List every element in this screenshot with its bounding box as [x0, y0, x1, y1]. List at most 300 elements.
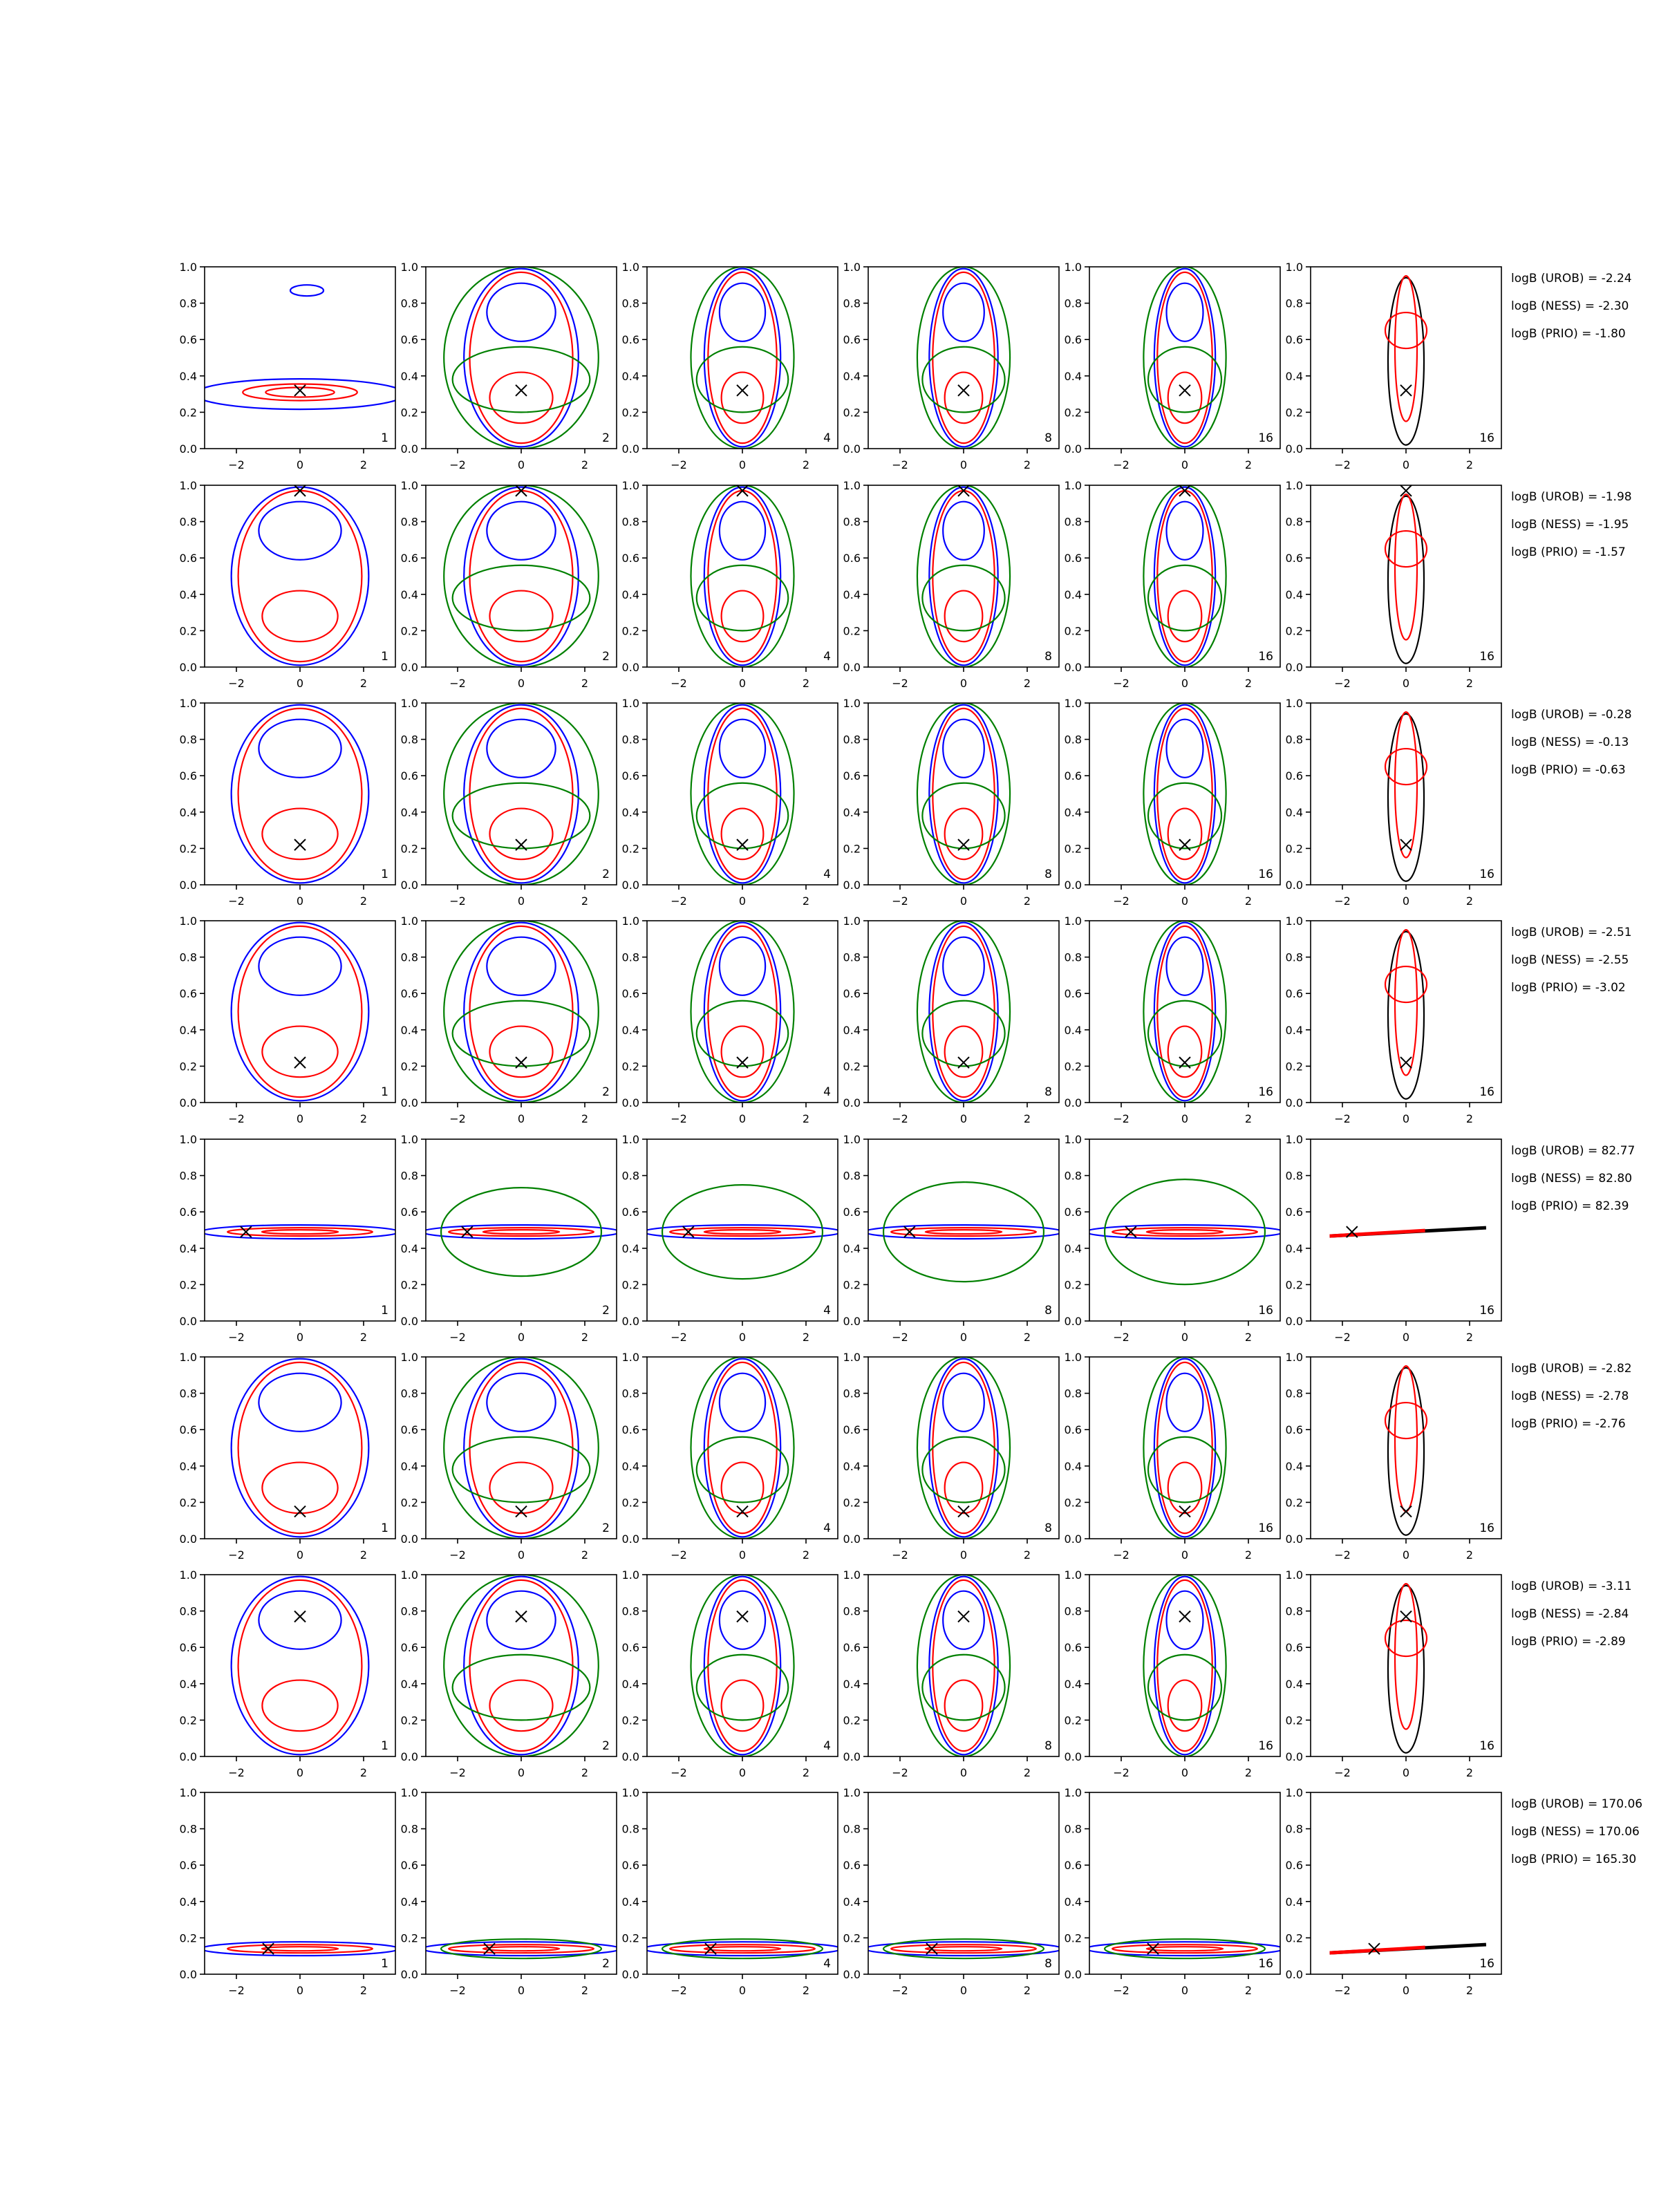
- x-tick-label: 2: [359, 894, 368, 908]
- urob-contour: [1154, 269, 1215, 447]
- prio-contour: [238, 491, 362, 662]
- y-tick-label: 1.0: [179, 1568, 197, 1582]
- x-tick-label: −2: [1113, 894, 1130, 908]
- truth-marker: [294, 385, 306, 396]
- axes-frame: [1089, 703, 1280, 885]
- y-tick-label: 0.0: [621, 1968, 639, 1981]
- x-tick-label: 2: [1023, 458, 1031, 471]
- x-tick-label: 0: [296, 458, 304, 471]
- subplot: [1286, 1351, 1501, 1562]
- ness-contour: [922, 783, 1004, 849]
- subplot: [843, 697, 1059, 908]
- y-tick-label: 0.8: [400, 1822, 418, 1836]
- subplot: [401, 697, 617, 908]
- y-tick-label: 0.4: [1064, 588, 1082, 601]
- prio-contour: [262, 1027, 337, 1078]
- y-tick-label: 0.6: [621, 987, 639, 1001]
- contour-group: [1143, 1575, 1226, 1756]
- panel-label: 1: [381, 431, 388, 445]
- y-tick-label: 0.8: [179, 515, 197, 529]
- truth-contour: [1388, 278, 1424, 445]
- logb-annotation: logB (UROB) = 82.77: [1511, 1144, 1635, 1158]
- truth-marker: [1179, 1611, 1190, 1622]
- truth-contour: [1388, 1368, 1424, 1535]
- x-tick-label: 2: [581, 1331, 589, 1344]
- subplot: [401, 1133, 621, 1344]
- prio-contour: [932, 1580, 994, 1751]
- x-tick-label: 2: [1465, 1331, 1474, 1344]
- x-tick-label: −2: [671, 1548, 687, 1562]
- y-tick-label: 0.6: [179, 1423, 197, 1437]
- y-tick-label: 0.0: [843, 1968, 861, 1981]
- prio-contour: [265, 387, 334, 397]
- panel-label: 1: [381, 1304, 388, 1318]
- x-tick-label: 2: [1465, 894, 1474, 908]
- urob-contour: [704, 269, 780, 447]
- x-tick-label: 2: [1244, 894, 1253, 908]
- y-tick-label: 0.8: [1285, 1604, 1303, 1618]
- y-tick-label: 0.2: [179, 1931, 197, 1945]
- prio-contour: [469, 272, 572, 443]
- panel-label: 8: [1044, 1521, 1052, 1535]
- urob-contour: [929, 705, 997, 883]
- ness-contour: [883, 1182, 1044, 1282]
- x-tick-label: 2: [359, 1766, 368, 1779]
- prio-contour: [227, 1944, 373, 1953]
- x-tick-label: 0: [738, 1331, 747, 1344]
- y-tick-label: 0.2: [179, 1060, 197, 1074]
- x-tick-label: 0: [959, 894, 968, 908]
- y-tick-label: 0.6: [400, 1641, 418, 1655]
- logb-annotation: logB (NESS) = 82.80: [1511, 1172, 1633, 1185]
- y-tick-label: 0.4: [1064, 1677, 1082, 1691]
- y-tick-label: 0.2: [843, 1931, 861, 1945]
- prio-contour: [704, 1230, 780, 1234]
- y-tick-label: 0.4: [1285, 1459, 1303, 1473]
- y-tick-label: 0.0: [400, 1968, 418, 1981]
- urob-contour: [943, 283, 984, 341]
- contour-group: [444, 921, 599, 1103]
- subplot: [1286, 261, 1501, 471]
- panel-label: 16: [1479, 1957, 1494, 1971]
- contour-group: [232, 1359, 369, 1537]
- ness-contour: [697, 1655, 788, 1721]
- y-tick-label: 0.6: [179, 333, 197, 347]
- y-tick-label: 0.0: [400, 442, 418, 456]
- contour-group: [232, 923, 369, 1101]
- y-tick-label: 0.0: [179, 1750, 197, 1763]
- x-tick-label: −2: [1113, 1112, 1130, 1125]
- y-tick-label: 0.0: [1064, 1315, 1082, 1328]
- subplot: [401, 479, 617, 690]
- y-tick-label: 0.4: [179, 1677, 197, 1691]
- subplot: [1065, 261, 1280, 471]
- prio-contour: [1157, 1362, 1212, 1533]
- y-tick-label: 0.8: [843, 1822, 861, 1836]
- x-tick-label: −2: [1334, 1984, 1351, 1997]
- ness-contour: [1143, 485, 1226, 667]
- ness-contour: [444, 267, 599, 449]
- ness-contour: [1148, 1655, 1221, 1721]
- prio-contour: [1168, 373, 1202, 424]
- y-tick-label: 0.6: [843, 1206, 861, 1219]
- y-tick-label: 0.4: [400, 1895, 418, 1909]
- x-tick-label: −2: [1334, 458, 1351, 471]
- y-tick-label: 0.4: [843, 1677, 861, 1691]
- urob-contour: [232, 923, 369, 1101]
- truth-marker: [516, 385, 527, 396]
- y-tick-label: 0.4: [1285, 588, 1303, 601]
- x-tick-label: −2: [892, 1548, 908, 1562]
- panel-label: 8: [1044, 431, 1052, 445]
- urob-contour: [487, 283, 555, 341]
- ness-contour: [691, 703, 794, 885]
- y-tick-label: 0.6: [1064, 1859, 1082, 1873]
- axes-frame: [868, 485, 1059, 667]
- panel-label: 4: [823, 1521, 831, 1535]
- panel-label: 2: [602, 650, 610, 664]
- y-tick-label: 0.2: [621, 406, 639, 420]
- panel-label: 1: [381, 1957, 388, 1971]
- axes-frame: [1089, 921, 1280, 1103]
- y-tick-label: 0.6: [621, 1423, 639, 1437]
- y-tick-label: 0.8: [179, 1387, 197, 1400]
- y-tick-label: 0.6: [1064, 769, 1082, 783]
- x-tick-label: 2: [581, 677, 589, 690]
- prio-contour: [926, 1230, 1002, 1234]
- chart-row-5: [180, 1133, 1635, 1344]
- y-tick-label: 0.0: [621, 1315, 639, 1328]
- ness-contour: [453, 565, 590, 631]
- x-tick-label: −2: [449, 1112, 466, 1125]
- prio-contour: [469, 926, 572, 1097]
- y-tick-label: 0.4: [1285, 805, 1303, 819]
- x-tick-label: 2: [1244, 458, 1253, 471]
- x-tick-label: 0: [517, 1112, 525, 1125]
- urob-contour: [1154, 487, 1215, 666]
- x-tick-label: 0: [1402, 1112, 1410, 1125]
- ness-contour: [697, 1437, 788, 1503]
- prio-contour: [945, 1463, 983, 1514]
- y-tick-label: 0.6: [843, 1859, 861, 1873]
- chart-row-7: [180, 1568, 1632, 1779]
- x-tick-label: 2: [1023, 1331, 1031, 1344]
- prio-contour: [945, 373, 983, 424]
- y-tick-label: 1.0: [621, 697, 639, 710]
- axes-frame: [868, 1575, 1059, 1756]
- truth-marker: [1179, 385, 1190, 396]
- y-tick-label: 0.2: [179, 624, 197, 638]
- prio-contour: [1157, 1580, 1212, 1751]
- y-tick-label: 0.4: [621, 1241, 639, 1255]
- x-tick-label: −2: [1334, 1331, 1351, 1344]
- y-tick-label: 0.0: [400, 1533, 418, 1546]
- y-tick-label: 0.0: [400, 1750, 418, 1763]
- urob-contour: [943, 1591, 984, 1649]
- x-tick-label: −2: [892, 1331, 908, 1344]
- y-tick-label: 0.6: [621, 1206, 639, 1219]
- prio-contour: [722, 373, 764, 424]
- y-tick-label: 0.2: [1064, 842, 1082, 856]
- y-tick-label: 1.0: [179, 1351, 197, 1364]
- ness-contour: [917, 921, 1010, 1103]
- y-tick-label: 0.2: [843, 842, 861, 856]
- contour-group: [1385, 494, 1427, 664]
- logb-annotation: logB (UROB) = 170.06: [1511, 1797, 1643, 1811]
- x-tick-label: −2: [1334, 1112, 1351, 1125]
- y-tick-label: 0.6: [843, 552, 861, 565]
- logb-annotation: logB (NESS) = -1.95: [1511, 518, 1629, 532]
- ness-contour: [917, 703, 1010, 885]
- chart-row-8: [180, 1786, 1643, 1997]
- y-tick-label: 0.6: [400, 1206, 418, 1219]
- y-tick-label: 0.2: [1064, 1060, 1082, 1074]
- y-tick-label: 0.0: [1064, 661, 1082, 674]
- axes-frame: [205, 485, 395, 667]
- x-tick-label: 2: [802, 1984, 810, 1997]
- y-tick-label: 0.4: [179, 805, 197, 819]
- y-tick-label: 0.8: [400, 1604, 418, 1618]
- y-tick-label: 0.8: [400, 1169, 418, 1183]
- panel-label: 2: [602, 1085, 610, 1099]
- subplot: [1065, 1786, 1284, 1997]
- y-tick-label: 0.6: [400, 1423, 418, 1437]
- urob-contour: [487, 720, 555, 778]
- x-tick-label: 0: [959, 458, 968, 471]
- x-tick-label: 0: [296, 1112, 304, 1125]
- y-tick-label: 0.6: [1064, 552, 1082, 565]
- urob-contour: [1167, 283, 1203, 341]
- subplot: [843, 915, 1059, 1125]
- prio-contour: [262, 1463, 337, 1514]
- prio-contour: [1385, 966, 1427, 1002]
- x-tick-label: −2: [1334, 894, 1351, 908]
- contour-group: [444, 703, 599, 885]
- x-tick-label: 2: [359, 677, 368, 690]
- urob-contour: [943, 937, 984, 995]
- prio-contour: [891, 1944, 1036, 1953]
- contour-group: [232, 705, 369, 883]
- y-tick-label: 0.6: [843, 1641, 861, 1655]
- logb-annotation: logB (PRIO) = 165.30: [1511, 1853, 1637, 1866]
- panel-label: 16: [1479, 1085, 1494, 1099]
- truth-marker: [737, 1506, 748, 1517]
- x-tick-label: −2: [1113, 1548, 1130, 1562]
- prio-contour: [1147, 1947, 1223, 1951]
- truth-marker: [1400, 1057, 1412, 1068]
- y-tick-label: 1.0: [1064, 915, 1082, 928]
- truth-marker: [516, 1506, 527, 1517]
- y-tick-label: 0.6: [1064, 1641, 1082, 1655]
- x-tick-label: 2: [1023, 1984, 1031, 1997]
- logb-annotation: logB (PRIO) = -1.57: [1511, 545, 1626, 559]
- x-tick-label: 2: [802, 677, 810, 690]
- y-tick-label: 0.4: [621, 1895, 639, 1909]
- urob-contour: [259, 937, 341, 995]
- x-tick-label: 2: [1465, 1766, 1474, 1779]
- x-tick-label: 2: [1244, 1766, 1253, 1779]
- truth-marker: [904, 1226, 915, 1237]
- subplot: [1065, 1568, 1280, 1779]
- y-tick-label: 0.4: [1285, 1895, 1303, 1909]
- y-tick-label: 0.8: [1285, 1169, 1303, 1183]
- x-tick-label: −2: [228, 1766, 245, 1779]
- y-tick-label: 1.0: [1285, 915, 1303, 928]
- contour-group: [643, 1939, 841, 1958]
- x-tick-label: 0: [1181, 1112, 1189, 1125]
- contour-group: [691, 485, 794, 667]
- prio-contour: [1157, 491, 1212, 662]
- x-tick-label: −2: [1334, 1548, 1351, 1562]
- contour-group: [643, 1185, 841, 1279]
- urob-contour: [487, 502, 555, 560]
- axes-frame: [426, 703, 617, 885]
- ness-contour: [453, 1655, 590, 1721]
- panel-label: 2: [602, 1304, 610, 1318]
- y-tick-label: 1.0: [1285, 1351, 1303, 1364]
- x-tick-label: 2: [359, 1331, 368, 1344]
- y-tick-label: 0.4: [1064, 1459, 1082, 1473]
- y-tick-label: 0.6: [1064, 987, 1082, 1001]
- logb-annotation: logB (NESS) = -2.30: [1511, 299, 1629, 313]
- ness-contour: [1148, 1001, 1221, 1067]
- y-tick-label: 0.2: [621, 624, 639, 638]
- prio-contour: [708, 1580, 776, 1751]
- axes-frame: [1089, 1575, 1280, 1756]
- y-tick-label: 0.8: [1064, 950, 1082, 964]
- urob-contour: [704, 487, 780, 666]
- subplot: [1286, 1133, 1501, 1344]
- contour-group: [1085, 1939, 1284, 1958]
- prio-contour: [238, 709, 362, 879]
- y-tick-label: 0.6: [1285, 1641, 1303, 1655]
- panel-label: 16: [1479, 1304, 1494, 1318]
- prio-contour: [708, 709, 776, 879]
- prio-contour: [1168, 1027, 1202, 1078]
- ness-contour: [453, 783, 590, 849]
- logb-annotation: logB (UROB) = -2.51: [1511, 926, 1632, 939]
- x-tick-label: −2: [449, 1548, 466, 1562]
- urob-contour: [232, 1577, 369, 1755]
- y-tick-label: 0.4: [843, 1459, 861, 1473]
- logb-annotation: logB (UROB) = -1.98: [1511, 490, 1632, 504]
- y-tick-label: 0.6: [1285, 1859, 1303, 1873]
- x-tick-label: −2: [892, 1112, 908, 1125]
- prio-contour: [1385, 1403, 1427, 1438]
- y-tick-label: 0.0: [843, 1096, 861, 1109]
- panel-label: 4: [823, 1957, 831, 1971]
- y-tick-label: 0.8: [1064, 1822, 1082, 1836]
- ness-contour: [691, 1575, 794, 1756]
- ness-contour: [1105, 1179, 1265, 1284]
- x-tick-label: −2: [892, 1766, 908, 1779]
- prio-contour: [708, 926, 776, 1097]
- urob-contour: [1167, 937, 1203, 995]
- y-tick-label: 1.0: [400, 1133, 418, 1146]
- urob-contour: [929, 1359, 997, 1537]
- y-tick-label: 0.8: [1064, 297, 1082, 310]
- y-tick-label: 0.0: [843, 1533, 861, 1546]
- logb-annotation: logB (PRIO) = 82.39: [1511, 1199, 1629, 1213]
- urob-contour: [704, 705, 780, 883]
- panel-label: 8: [1044, 868, 1052, 881]
- contour-group: [1385, 1366, 1427, 1535]
- urob-contour: [720, 1374, 765, 1432]
- y-tick-label: 0.0: [1064, 1533, 1082, 1546]
- x-tick-label: 0: [1402, 1984, 1410, 1997]
- y-tick-label: 0.0: [1285, 1096, 1303, 1109]
- contour-group: [232, 1577, 369, 1755]
- y-tick-label: 0.8: [1064, 515, 1082, 529]
- y-tick-label: 1.0: [179, 1786, 197, 1799]
- panel-label: 2: [602, 1521, 610, 1535]
- subplot: [401, 1568, 617, 1779]
- y-tick-label: 1.0: [1285, 261, 1303, 274]
- truth-contour: [1388, 1586, 1424, 1753]
- subplot: [180, 1786, 400, 1997]
- x-tick-label: −2: [671, 1766, 687, 1779]
- x-tick-label: 0: [296, 1548, 304, 1562]
- x-tick-label: 0: [296, 677, 304, 690]
- truth-marker: [683, 1226, 694, 1237]
- prio-contour: [926, 1947, 1002, 1951]
- axes-frame: [1089, 485, 1280, 667]
- x-tick-label: 2: [1023, 677, 1031, 690]
- y-tick-label: 0.4: [400, 1241, 418, 1255]
- subplot: [622, 697, 838, 908]
- logb-annotation: logB (PRIO) = -2.76: [1511, 1417, 1626, 1431]
- x-tick-label: 2: [1465, 458, 1474, 471]
- panel-label: 4: [823, 1739, 831, 1753]
- y-tick-label: 0.6: [400, 769, 418, 783]
- panel-label: 4: [823, 650, 831, 664]
- contour-group: [1143, 267, 1226, 449]
- y-tick-label: 0.6: [179, 1859, 197, 1873]
- y-tick-label: 1.0: [843, 261, 861, 274]
- ness-contour: [691, 485, 794, 667]
- prio-contour: [483, 1947, 559, 1951]
- y-tick-label: 0.2: [621, 842, 639, 856]
- contour-group: [200, 1225, 399, 1239]
- y-tick-label: 0.6: [1064, 333, 1082, 347]
- y-tick-label: 0.0: [1064, 1096, 1082, 1109]
- x-tick-label: −2: [892, 677, 908, 690]
- y-tick-label: 0.2: [179, 1278, 197, 1292]
- x-tick-label: 0: [1402, 894, 1410, 908]
- y-tick-label: 1.0: [1285, 1133, 1303, 1146]
- y-tick-label: 0.0: [621, 1533, 639, 1546]
- y-tick-label: 0.8: [179, 1822, 197, 1836]
- y-tick-label: 1.0: [621, 1568, 639, 1582]
- urob-contour: [1167, 502, 1203, 560]
- panel-label: 16: [1258, 1085, 1273, 1099]
- y-tick-label: 0.4: [1064, 1895, 1082, 1909]
- ness-contour: [1148, 565, 1221, 631]
- panel-label: 1: [381, 1739, 388, 1753]
- prio-contour: [704, 1947, 780, 1951]
- prio-contour: [1168, 809, 1202, 860]
- y-tick-label: 0.2: [400, 1060, 418, 1074]
- prio-contour: [489, 1027, 552, 1078]
- panel-label: 2: [602, 1957, 610, 1971]
- ness-contour: [1143, 267, 1226, 449]
- subplot: [180, 915, 395, 1125]
- ness-contour: [1148, 783, 1221, 849]
- y-tick-label: 0.8: [1285, 950, 1303, 964]
- prio-contour: [483, 1230, 559, 1234]
- prio-contour: [489, 809, 552, 860]
- subplot: [622, 1786, 842, 1997]
